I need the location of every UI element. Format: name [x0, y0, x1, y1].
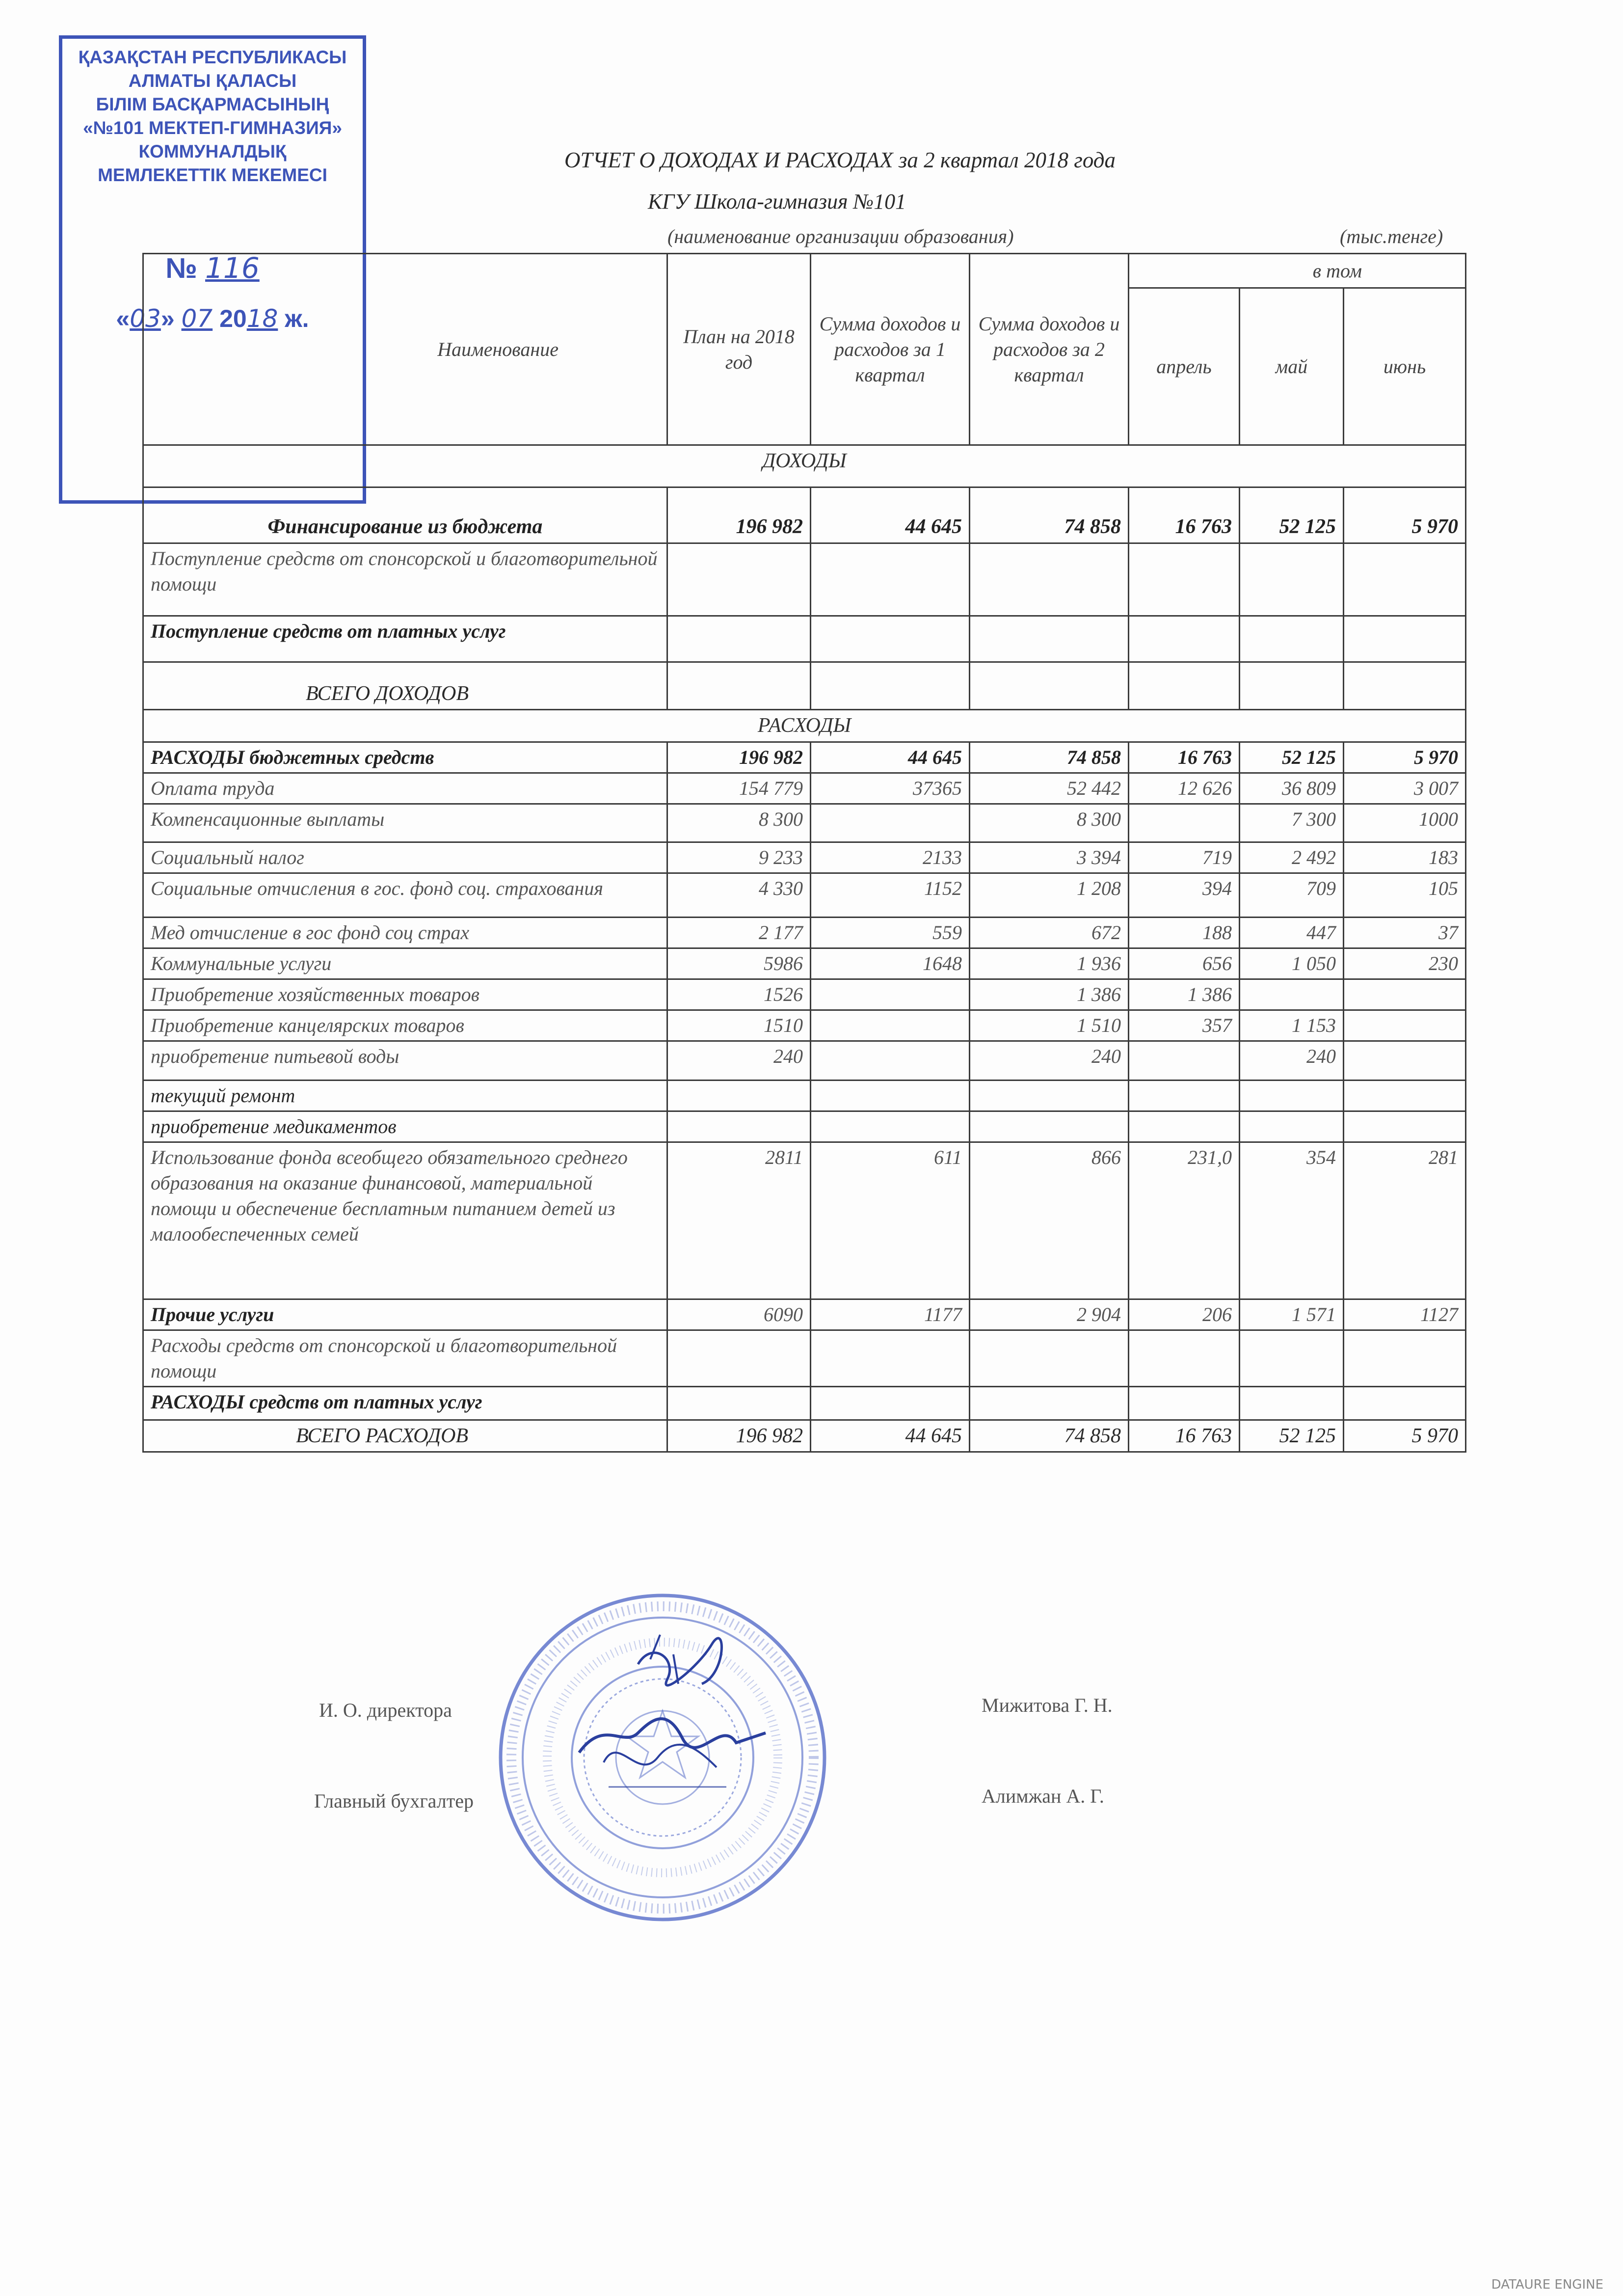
- table-row: [143, 842, 1466, 873]
- cell-q2: 1 510: [970, 1010, 1129, 1041]
- section-row: [143, 445, 1466, 487]
- cell-q1: 1177: [811, 1299, 970, 1330]
- table-row: [143, 1299, 1466, 1330]
- header-april: апрель: [1129, 288, 1240, 445]
- cell-jun: 5 970: [1344, 742, 1466, 773]
- cell-apr: 1 386: [1129, 979, 1240, 1010]
- cell-jun: [1344, 979, 1466, 1010]
- cell-plan: 5986: [667, 948, 811, 979]
- row-name: Мед отчисление в гос фонд соц страх: [143, 917, 667, 948]
- cell-may: 354: [1240, 1142, 1344, 1299]
- header-in-that: в том: [1129, 254, 1466, 288]
- cell-jun: 183: [1344, 842, 1466, 873]
- cell-may: [1240, 662, 1344, 710]
- row-name: приобретение медикаментов: [143, 1111, 667, 1142]
- cell-apr: 231,0: [1129, 1142, 1240, 1299]
- cell-apr: [1129, 804, 1240, 842]
- cell-jun: [1344, 543, 1466, 616]
- table-row: [143, 1041, 1466, 1080]
- cell-q2: 2 904: [970, 1299, 1129, 1330]
- cell-q2: 1 208: [970, 873, 1129, 917]
- cell-may: [1240, 979, 1344, 1010]
- accountant-name: Алимжан А. Г.: [982, 1785, 1104, 1807]
- stamp-number-label: №: [165, 252, 197, 284]
- cell-q1: [811, 1386, 970, 1420]
- cell-apr: 12 626: [1129, 773, 1240, 804]
- row-name: Расходы средств от спонсорской и благотворительной помощи: [143, 1330, 667, 1386]
- cell-q2: 1 936: [970, 948, 1129, 979]
- cell-q1: 44 645: [811, 1420, 970, 1452]
- cell-q2: 74 858: [970, 487, 1129, 543]
- stamp-date-suffix: ж.: [285, 304, 309, 332]
- organization-name: КГУ Школа-гимназия №101: [648, 189, 906, 214]
- cell-q1: 37365: [811, 773, 970, 804]
- table-row: [143, 979, 1466, 1010]
- cell-q2: 1 386: [970, 979, 1129, 1010]
- section-row: [143, 710, 1466, 742]
- cell-may: 36 809: [1240, 773, 1344, 804]
- row-name: Компенсационные выплаты: [143, 804, 667, 842]
- cell-q2: [970, 662, 1129, 710]
- cell-apr: [1129, 543, 1240, 616]
- row-name: Прочие услуги: [143, 1299, 667, 1330]
- table-row: [143, 1010, 1466, 1041]
- row-name: ВСЕГО ДОХОДОВ: [143, 662, 667, 710]
- row-name: Приобретение хозяйственных товаров: [143, 979, 667, 1010]
- cell-may: 447: [1240, 917, 1344, 948]
- cell-q1: 2133: [811, 842, 970, 873]
- cell-plan: 2 177: [667, 917, 811, 948]
- cell-q2: 52 442: [970, 773, 1129, 804]
- table-row: [143, 662, 1466, 710]
- report-title: ОТЧЕТ О ДОХОДАХ И РАСХОДАХ за 2 квартал 2018 года: [564, 148, 1116, 172]
- cell-plan: 1526: [667, 979, 811, 1010]
- table-row: [143, 1420, 1466, 1452]
- section-income: ДОХОДЫ: [143, 445, 1466, 487]
- cell-plan: [667, 1386, 811, 1420]
- table-row: [143, 1386, 1466, 1420]
- row-name: РАСХОДЫ средств от платных услуг: [143, 1386, 667, 1420]
- cell-q1: [811, 543, 970, 616]
- cell-q2: 74 858: [970, 1420, 1129, 1452]
- table-row: [143, 804, 1466, 842]
- table-row: [143, 948, 1466, 979]
- cell-jun: [1344, 1111, 1466, 1142]
- row-name: РАСХОДЫ бюджетных средств: [143, 742, 667, 773]
- watermark: DATAURE ENGINE: [1491, 2277, 1603, 2292]
- cell-apr: 16 763: [1129, 742, 1240, 773]
- table-row: [143, 917, 1466, 948]
- cell-jun: [1344, 1041, 1466, 1080]
- row-name: Социальный налог: [143, 842, 667, 873]
- row-name: Поступление средств от платных услуг: [143, 616, 667, 662]
- cell-apr: 206: [1129, 1299, 1240, 1330]
- cell-may: 52 125: [1240, 487, 1344, 543]
- stamp-lines: [62, 46, 363, 188]
- cell-q1: 559: [811, 917, 970, 948]
- row-name: приобретение питьевой воды: [143, 1041, 667, 1080]
- table-row: [143, 1330, 1466, 1386]
- row-name: Коммунальные услуги: [143, 948, 667, 979]
- cell-plan: [667, 616, 811, 662]
- cell-q2: 240: [970, 1041, 1129, 1080]
- cell-plan: 196 982: [667, 742, 811, 773]
- cell-q1: [811, 979, 970, 1010]
- stamp-line: «№101 МЕКТЕП-ГИМНАЗИЯ»: [83, 118, 342, 138]
- cell-jun: [1344, 1080, 1466, 1111]
- cell-jun: 105: [1344, 873, 1466, 917]
- cell-q2: 672: [970, 917, 1129, 948]
- header-plan: План на 2018 год: [667, 254, 811, 445]
- cell-may: [1240, 616, 1344, 662]
- header-row: [143, 254, 1466, 288]
- stamp-number-value: 116: [205, 251, 260, 285]
- cell-may: [1240, 1386, 1344, 1420]
- report-table: [142, 253, 1466, 1453]
- director-name: Мижитова Г. Н.: [982, 1694, 1113, 1716]
- cell-apr: [1129, 1330, 1240, 1386]
- cell-q2: [970, 543, 1129, 616]
- cell-jun: 5 970: [1344, 487, 1466, 543]
- cell-may: 1 571: [1240, 1299, 1344, 1330]
- stamp-line: ҚАЗАҚСТАН РЕСПУБЛИКАСЫ: [78, 47, 347, 67]
- cell-apr: 16 763: [1129, 487, 1240, 543]
- cell-apr: [1129, 1111, 1240, 1142]
- row-name: ВСЕГО РАСХОДОВ: [143, 1420, 667, 1452]
- cell-plan: 154 779: [667, 773, 811, 804]
- cell-apr: [1129, 1041, 1240, 1080]
- stamp-line: БІЛІМ БАСҚАРМАСЫНЫҢ: [96, 94, 329, 115]
- cell-q1: 1152: [811, 873, 970, 917]
- cell-plan: 240: [667, 1041, 811, 1080]
- stamp-date-month: 07: [181, 304, 213, 333]
- cell-jun: 230: [1344, 948, 1466, 979]
- cell-plan: [667, 1080, 811, 1111]
- cell-q1: 44 645: [811, 487, 970, 543]
- cell-jun: [1344, 662, 1466, 710]
- cell-plan: 196 982: [667, 1420, 811, 1452]
- cell-apr: [1129, 1386, 1240, 1420]
- cell-plan: 9 233: [667, 842, 811, 873]
- table-row: [143, 487, 1466, 543]
- cell-jun: 3 007: [1344, 773, 1466, 804]
- cell-q2: 866: [970, 1142, 1129, 1299]
- cell-apr: 394: [1129, 873, 1240, 917]
- cell-q2: [970, 616, 1129, 662]
- cell-plan: 6090: [667, 1299, 811, 1330]
- table-row: [143, 1080, 1466, 1111]
- cell-q2: [970, 1111, 1129, 1142]
- row-name: Оплата труда: [143, 773, 667, 804]
- cell-q2: [970, 1386, 1129, 1420]
- row-name: Социальные отчисления в гос. фонд соц. страхования: [143, 873, 667, 917]
- cell-q1: [811, 1330, 970, 1386]
- units-label: (тыс.тенге): [1340, 225, 1443, 247]
- cell-may: [1240, 1080, 1344, 1111]
- cell-jun: 37: [1344, 917, 1466, 948]
- header-name: Наименование: [143, 254, 667, 445]
- cell-q1: 611: [811, 1142, 970, 1299]
- cell-jun: [1344, 1010, 1466, 1041]
- table-row: [143, 616, 1466, 662]
- accountant-title: Главный бухгалтер: [314, 1790, 474, 1812]
- row-name: Поступление средств от спонсорской и благотворительной помощи: [143, 543, 667, 616]
- cell-plan: 196 982: [667, 487, 811, 543]
- stamp-line: АЛМАТЫ ҚАЛАСЫ: [128, 71, 297, 91]
- cell-may: 52 125: [1240, 1420, 1344, 1452]
- table-row: [143, 773, 1466, 804]
- cell-plan: 2811: [667, 1142, 811, 1299]
- cell-plan: [667, 543, 811, 616]
- stamp-date-year-prefix: 20: [219, 304, 247, 332]
- cell-jun: 1127: [1344, 1299, 1466, 1330]
- row-name: Приобретение канцелярских товаров: [143, 1010, 667, 1041]
- cell-plan: 1510: [667, 1010, 811, 1041]
- cell-may: 1 050: [1240, 948, 1344, 979]
- cell-jun: [1344, 1330, 1466, 1386]
- cell-q1: [811, 1080, 970, 1111]
- header-june: июнь: [1344, 288, 1466, 445]
- cell-plan: [667, 1330, 811, 1386]
- row-name: текущий ремонт: [143, 1080, 667, 1111]
- cell-jun: [1344, 1386, 1466, 1420]
- cell-may: 1 153: [1240, 1010, 1344, 1041]
- cell-q2: 74 858: [970, 742, 1129, 773]
- header-may: май: [1240, 288, 1344, 445]
- row-name: Использование фонда всеобщего обязательного среднего образования на оказание финансовой, материальной помощи и обеспечение бесплатным питанием детей из малообеспеченных семей: [143, 1142, 667, 1299]
- cell-jun: 1000: [1344, 804, 1466, 842]
- cell-apr: [1129, 1080, 1240, 1111]
- table-row: [143, 873, 1466, 917]
- cell-apr: 656: [1129, 948, 1240, 979]
- cell-jun: 281: [1344, 1142, 1466, 1299]
- cell-plan: [667, 1111, 811, 1142]
- cell-q1: [811, 1041, 970, 1080]
- cell-jun: 5 970: [1344, 1420, 1466, 1452]
- cell-q1: [811, 662, 970, 710]
- cell-q2: 8 300: [970, 804, 1129, 842]
- stamp-date-year-suffix: 18: [246, 304, 278, 333]
- section-expenses: РАСХОДЫ: [143, 710, 1466, 742]
- cell-jun: [1344, 616, 1466, 662]
- stamp-line: КОММУНАЛДЫҚ: [138, 141, 287, 162]
- stamp-line: МЕМЛЕКЕТТІК МЕКЕМЕСІ: [98, 165, 327, 186]
- cell-q1: [811, 804, 970, 842]
- cell-may: 7 300: [1240, 804, 1344, 842]
- cell-q1: 1648: [811, 948, 970, 979]
- cell-q1: [811, 1010, 970, 1041]
- cell-plan: 4 330: [667, 873, 811, 917]
- cell-plan: 8 300: [667, 804, 811, 842]
- cell-apr: [1129, 662, 1240, 710]
- cell-apr: [1129, 616, 1240, 662]
- cell-q1: [811, 616, 970, 662]
- cell-apr: 188: [1129, 917, 1240, 948]
- cell-may: 2 492: [1240, 842, 1344, 873]
- official-seal: [491, 1586, 834, 1929]
- table-row: [143, 742, 1466, 773]
- director-title: И. О. директора: [319, 1699, 452, 1721]
- table-row: [143, 1111, 1466, 1142]
- cell-apr: 16 763: [1129, 1420, 1240, 1452]
- stamp-date-day: 03: [130, 304, 161, 333]
- table-row: [143, 543, 1466, 616]
- header-q2: Сумма доходов и расходов за 2 квартал: [970, 254, 1129, 445]
- cell-q2: 3 394: [970, 842, 1129, 873]
- header-q1: Сумма доходов и расходов за 1 квартал: [811, 254, 970, 445]
- cell-q1: [811, 1111, 970, 1142]
- cell-plan: [667, 662, 811, 710]
- cell-may: 240: [1240, 1041, 1344, 1080]
- cell-may: 709: [1240, 873, 1344, 917]
- stamp-date: «03» 07 2018 ж.: [116, 304, 309, 333]
- row-name: Финансирование из бюджета: [143, 487, 667, 543]
- cell-may: [1240, 543, 1344, 616]
- cell-apr: 719: [1129, 842, 1240, 873]
- cell-may: [1240, 1111, 1344, 1142]
- cell-q2: [970, 1080, 1129, 1111]
- cell-may: 52 125: [1240, 742, 1344, 773]
- cell-may: [1240, 1330, 1344, 1386]
- table-row: [143, 1142, 1466, 1299]
- cell-q1: 44 645: [811, 742, 970, 773]
- cell-apr: 357: [1129, 1010, 1240, 1041]
- organization-caption: (наименование организации образования): [667, 225, 1014, 247]
- cell-q2: [970, 1330, 1129, 1386]
